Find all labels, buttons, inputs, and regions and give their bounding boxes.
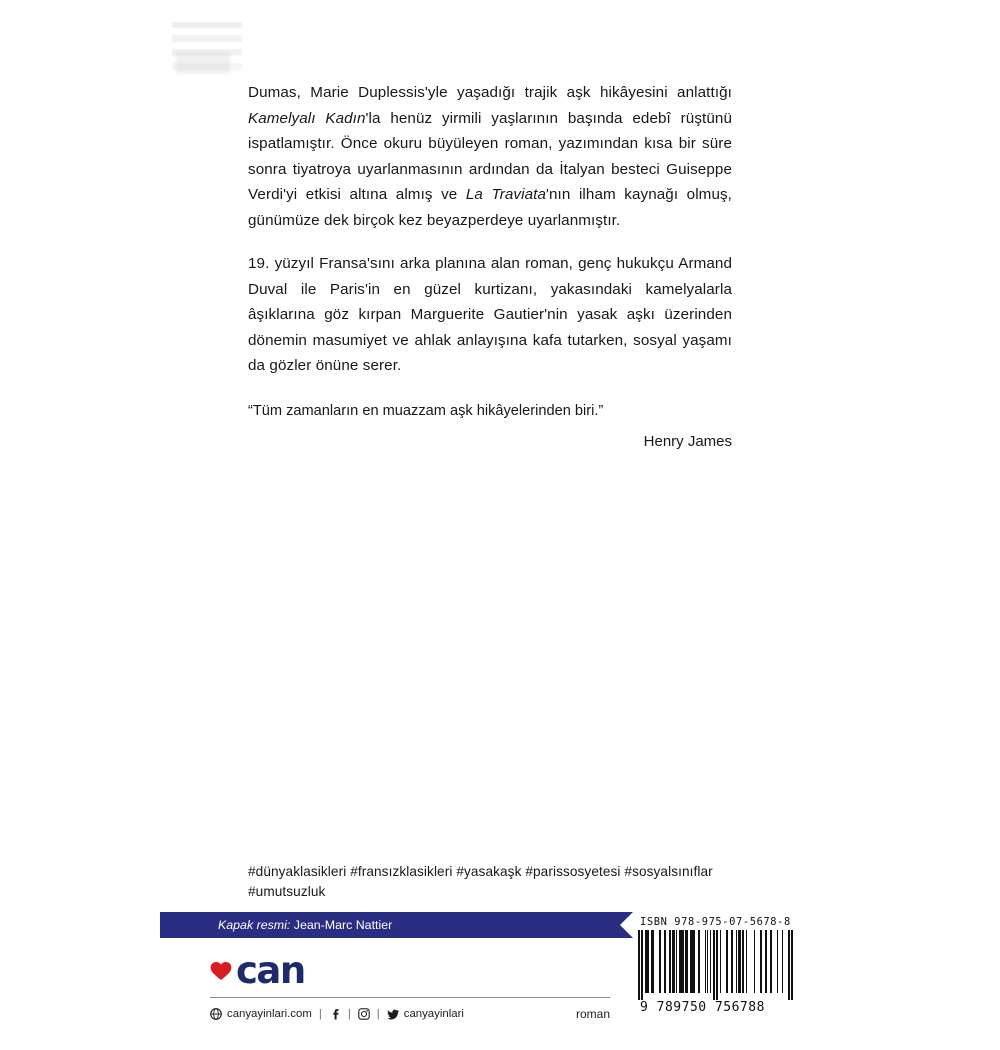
- cover-credit-value: Jean-Marc Nattier: [293, 918, 393, 932]
- quote-text: “Tüm zamanların en muazzam aşk hikâyelerinden biri.”: [248, 403, 604, 419]
- genre-label: roman: [575, 1007, 610, 1021]
- footer-separator-2: |: [347, 1008, 351, 1020]
- cover-credit-bar: [160, 912, 620, 938]
- publisher-logo-word: can: [236, 949, 305, 992]
- pull-quote: [248, 400, 732, 452]
- barcode-block: [638, 916, 793, 1020]
- publisher-footer: [210, 1004, 610, 1024]
- footer-separator-3: |: [376, 1008, 380, 1020]
- cover-credit-label: Kapak resmi:: [218, 918, 291, 932]
- heart-icon: [210, 961, 232, 981]
- isbn-label: ISBN: [640, 916, 668, 928]
- barcode-bars: [638, 930, 793, 1000]
- scan-artifact-secondary: [176, 52, 230, 74]
- publisher-logo: [210, 949, 305, 992]
- isbn-number: 978-975-07-5678-8: [674, 916, 791, 928]
- website-link[interactable]: [210, 1008, 312, 1020]
- globe-icon: [210, 1008, 222, 1020]
- footer-divider: [210, 997, 610, 998]
- website-label: canyayinlari.com: [227, 1008, 312, 1020]
- blurb-text: [248, 80, 732, 379]
- twitter-handle-label: canyayinlari: [403, 1008, 464, 1020]
- facebook-icon[interactable]: [329, 1008, 341, 1020]
- blurb-paragraph-1: Dumas, Marie Duplessis'yle yaşadığı trajik aşk hikâyesini anlattığı Kamelyalı Kadın'la henüz yirmili yaşlarının başında edebî rüştünü ispatlamıştır. Önce okuru büyüleyen roman, yazımından kısa bir süre sonra tiyatroya uyarlanmasının ardından da İtalyan besteci Guiseppe Verdi'yi etkisi altına almış ve La Traviata'nın ilham kaynağı olmuş, günümüze dek birçok kez beyazperdeye uyarlanmıştır.: [248, 84, 732, 229]
- isbn-text: [640, 916, 793, 928]
- cover-credit-text: [218, 917, 392, 933]
- twitter-icon: [387, 1008, 399, 1020]
- hashtag-list: #dünyaklasikleri #fransızklasikleri #yasakaşk #parissosyetesi #sosyalsınıflar #umutsuzluk: [248, 864, 713, 899]
- footer-separator-1: |: [318, 1008, 322, 1020]
- quote-author: Henry James: [643, 433, 732, 450]
- twitter-handle[interactable]: [387, 1008, 464, 1020]
- credit-bar-arrow: [620, 912, 633, 938]
- barcode-digits: 9 789750 756788: [640, 1000, 765, 1015]
- book-back-cover: [160, 0, 820, 1050]
- instagram-icon[interactable]: [358, 1008, 370, 1020]
- blurb-paragraph-2: 19. yüzyıl Fransa'sını arka planına alan roman, genç hukukçu Armand Duval ile Paris'in en güzel kurtizanı, yakasındaki kamelyalarla âşıklarına göz kırpan Marguerite Gautier'nin yasak aşkı üzerinden dönemin masumiyet ve ahlak anlayışına kafa tutarken, sosyal yaşamı da gözler önüne serer.: [248, 255, 732, 374]
